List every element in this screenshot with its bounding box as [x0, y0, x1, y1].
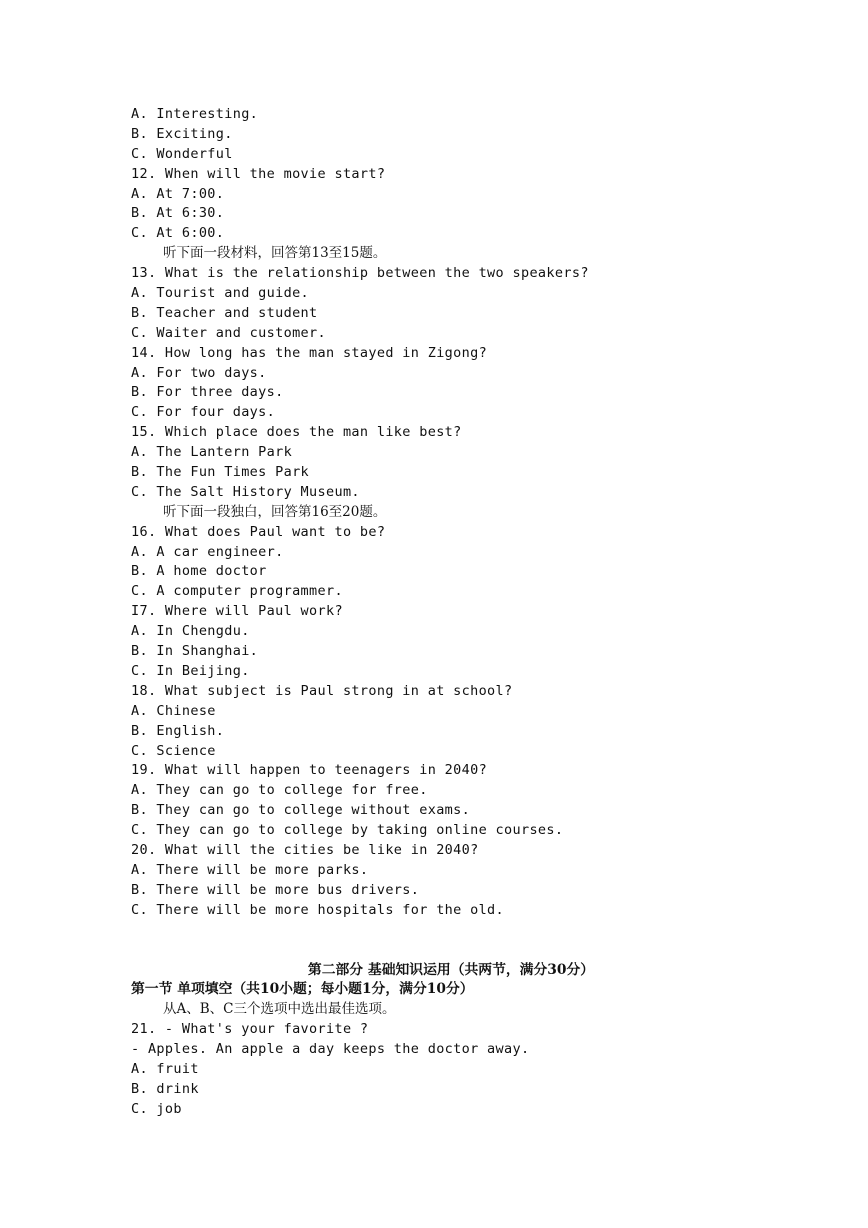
- text-line: A. At 7:00.: [131, 185, 225, 202]
- question-21: [131, 1020, 771, 1119]
- exam-content: [131, 105, 771, 1120]
- part-two-heading: 第二部分 基础知识运用（共两节，满分30分）: [307, 961, 595, 978]
- text-line: A. A car engineer.: [131, 543, 284, 560]
- section-one-heading: 第一节 单项填空（共10小题；每小题1分，满分10分）: [131, 981, 474, 998]
- question-11-options: [131, 105, 771, 244]
- text-line: 21. - What's your favorite ?: [131, 1021, 369, 1038]
- text-line: B. English.: [131, 722, 225, 739]
- text-line: B. drink: [131, 1080, 199, 1097]
- text-line: C. job: [131, 1100, 182, 1117]
- text-line: A. There will be more parks.: [131, 861, 369, 878]
- questions-16-20: [131, 523, 771, 921]
- text-line: C. The Salt History Museum.: [131, 483, 360, 500]
- text-line: A. The Lantern Park: [131, 444, 293, 461]
- text-line: B. At 6:30.: [131, 205, 225, 222]
- text-line: B. Exciting.: [131, 125, 233, 142]
- text-line: C. Science: [131, 742, 216, 759]
- text-line: B. They can go to college without exams.: [131, 802, 471, 819]
- text-line: C. At 6:00.: [131, 225, 225, 242]
- text-line: 20. What will the cities be like in 2040?: [131, 841, 479, 858]
- text-line: 15. Which place does the man like best?: [131, 424, 462, 441]
- text-line: - Apples. An apple a day keeps the doctor away.: [131, 1041, 530, 1058]
- instruction-16-20: 听下面一段独白，回答第16至20题。: [163, 503, 387, 520]
- text-line: A. fruit: [131, 1060, 199, 1077]
- section-gap: [131, 921, 771, 961]
- text-line: A. Chinese: [131, 702, 216, 719]
- text-line: B. The Fun Times Park: [131, 464, 310, 481]
- text-line: C. For four days.: [131, 404, 276, 421]
- text-line: A. Interesting.: [131, 106, 259, 122]
- text-line: 16. What does Paul want to be?: [131, 523, 386, 540]
- text-line: B. There will be more bus drivers.: [131, 881, 420, 898]
- text-line: C. In Beijing.: [131, 662, 250, 679]
- text-line: A. In Chengdu.: [131, 623, 250, 640]
- text-line: C. There will be more hospitals for the old.: [131, 901, 505, 918]
- text-line: A. For two days.: [131, 364, 267, 381]
- text-line: C. Wonderful: [131, 145, 233, 162]
- text-line: I7. Where will Paul work?: [131, 603, 343, 620]
- text-line: C. They can go to college by taking online courses.: [131, 822, 564, 839]
- text-line: A. They can go to college for free.: [131, 782, 428, 799]
- text-line: C. A computer programmer.: [131, 583, 343, 600]
- text-line: B. In Shanghai.: [131, 643, 259, 660]
- text-line: 19. What will happen to teenagers in 2040?: [131, 762, 488, 779]
- text-line: 18. What subject is Paul strong in at school?: [131, 682, 513, 699]
- text-line: B. A home doctor: [131, 563, 267, 580]
- instruction-13-15: 听下面一段材料，回答第13至15题。: [163, 245, 387, 262]
- text-line: 13. What is the relationship between the two speakers?: [131, 265, 589, 282]
- text-line: B. Teacher and student: [131, 304, 318, 321]
- section-one-instruction: 从A、B、C三个选项中选出最佳选项。: [163, 1001, 396, 1018]
- text-line: 12. When will the movie start?: [131, 165, 386, 182]
- questions-13-15: [131, 264, 771, 503]
- text-line: A. Tourist and guide.: [131, 285, 310, 302]
- text-line: 14. How long has the man stayed in Zigong?: [131, 344, 488, 361]
- text-line: C. Waiter and customer.: [131, 324, 326, 341]
- text-line: B. For three days.: [131, 384, 284, 401]
